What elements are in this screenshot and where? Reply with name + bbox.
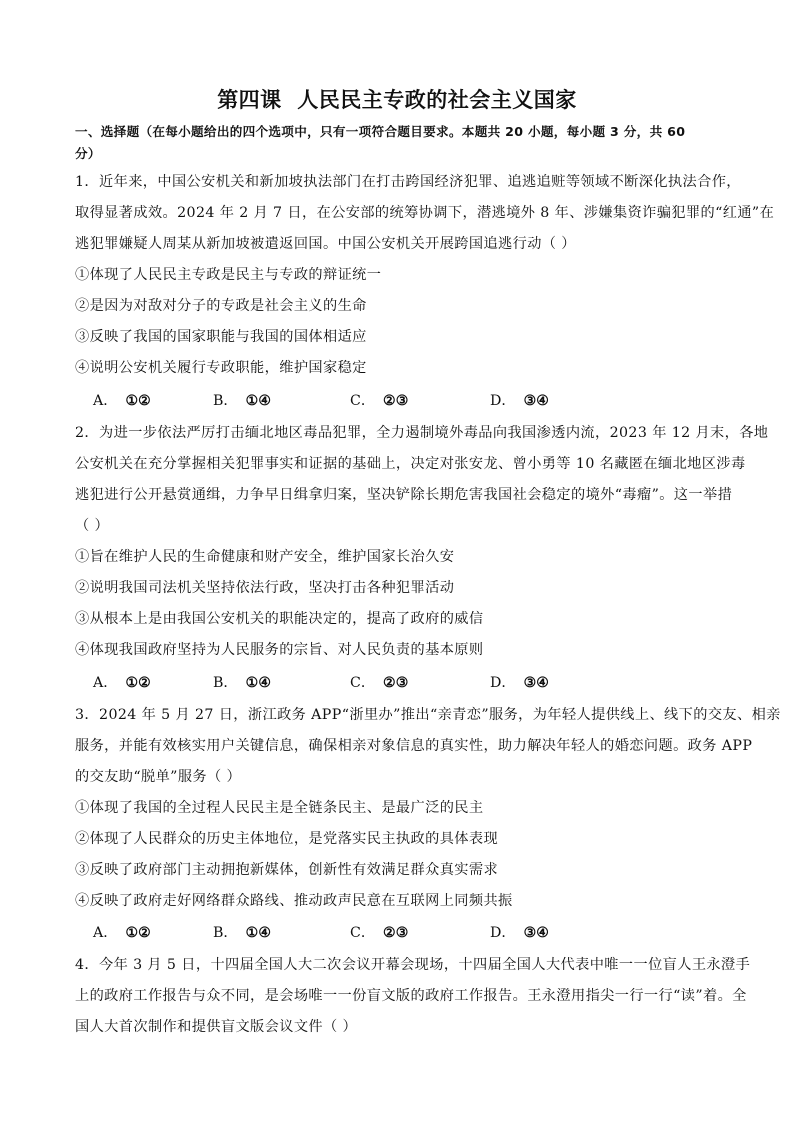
option-d[interactable]: D． ③④ xyxy=(490,925,550,941)
option-b[interactable]: B． ①④ xyxy=(213,393,272,409)
option-a[interactable]: A． ①② xyxy=(93,925,151,941)
question-4-stem-line: 4．今年 3 月 5 日，十四届全国人大二次会议开幕会现场，十四届全国人大代表中唯一一位盲人王永澄手 xyxy=(75,957,751,973)
option-c[interactable]: C． ②③ xyxy=(350,925,409,941)
question-4-stem-line: 上的政府工作报告与众不同，是会场唯一一份盲文版的政府工作报告。王永澄用指尖一行一行“读”着。全 xyxy=(75,988,747,1004)
question-4-stem-line: 国人大首次制作和提供盲文版会议文件（ ） xyxy=(75,1019,358,1035)
question-3-statement: ③反映了政府部门主动拥抱新媒体，创新性有效满足群众真实需求 xyxy=(75,862,499,878)
option-a[interactable]: A． ①② xyxy=(93,393,151,409)
option-c[interactable]: C． ②③ xyxy=(350,393,409,409)
question-2-stem-line: 公安机关在充分掌握相关犯罪事实和证据的基础上，决定对张安龙、曾小勇等 10 名藏匿在缅北地区涉毒 xyxy=(75,456,746,472)
section-header xyxy=(75,119,725,167)
option-a[interactable]: A． ①② xyxy=(93,675,151,691)
option-d[interactable]: D． ③④ xyxy=(490,675,550,691)
question-2-stem-line: 逃犯进行公开悬赏通缉，力争早日缉拿归案，坚决铲除长期危害我国社会稳定的境外“毒瘤”。这一举措 xyxy=(75,487,733,503)
question-3-stem-line: 的交友助“脱单”服务（ ） xyxy=(75,769,242,785)
question-3-stem-line: 3．2024 年 5 月 27 日，浙江政务 APP“浙里办”推出“亲青恋”服务，为年轻人提供线上、线下的交友、相亲 xyxy=(75,707,781,723)
option-b[interactable]: B． ①④ xyxy=(213,675,272,691)
question-1-statement: ③反映了我国的国家职能与我国的国体相适应 xyxy=(75,329,367,345)
question-2-statement: ④体现我国政府坚持为人民服务的宗旨、对人民负责的基本原则 xyxy=(75,642,484,658)
question-1-stem-line: 逃犯罪嫌疑人周某从新加坡被遣返回国。中国公安机关开展跨国追逃行动（ ） xyxy=(75,236,576,252)
option-d[interactable]: D． ③④ xyxy=(490,393,550,409)
section-header-line: 分） xyxy=(75,146,101,161)
question-2-statement: ③从根本上是由我国公安机关的职能决定的，提高了政府的威信 xyxy=(75,611,484,627)
section-header-line: 一、选择题（在每小题给出的四个选项中，只有一项符合题目要求。本题共 20 小题，每小题 3 分，共 60 xyxy=(75,124,686,139)
question-2-stem-line: 2．为进一步依法严厉打击缅北地区毒品犯罪，全力遏制境外毒品向我国渗透内流，2023 年 12 月末，各地 xyxy=(75,425,769,441)
option-c[interactable]: C． ②③ xyxy=(350,675,409,691)
question-3-statement: ①体现了我国的全过程人民民主是全链条民主、是最广泛的民主 xyxy=(75,800,484,816)
question-2-statement: ①旨在维护人民的生命健康和财产安全，维护国家长治久安 xyxy=(75,549,455,565)
option-b[interactable]: B． ①④ xyxy=(213,925,272,941)
question-3-statement: ④反映了政府走好网络群众路线、推动政声民意在互联网上同频共振 xyxy=(75,893,513,909)
page-title: 第四课 人民民主专政的社会主义国家 xyxy=(217,88,577,112)
question-1-stem-line: 1．近年来，中国公安机关和新加坡执法部门在打击跨国经济犯罪、追逃追赃等领域不断深化执法合作， xyxy=(75,174,741,190)
question-3-stem-line: 服务，并能有效核实用户关键信息，确保相亲对象信息的真实性，助力解决年轻人的婚恋问题。政务 APP xyxy=(75,738,753,754)
question-1-statement: ④说明公安机关履行专政职能，维护国家稳定 xyxy=(75,360,367,376)
question-2-stem-line: （ ） xyxy=(75,518,110,534)
question-2-statement: ②说明我国司法机关坚持依法行政，坚决打击各种犯罪活动 xyxy=(75,580,455,596)
question-3-statement: ②体现了人民群众的历史主体地位，是党落实民主执政的具体表现 xyxy=(75,831,499,847)
question-1-stem-line: 取得显著成效。2024 年 2 月 7 日，在公安部的统筹协调下，潜逃境外 8 年、涉嫌集资诈骗犯罪的“红通”在 xyxy=(75,205,775,221)
question-1-statement: ①体现了人民民主专政是民主与专政的辩证统一 xyxy=(75,267,382,283)
question-1-statement: ②是因为对敌对分子的专政是社会主义的生命 xyxy=(75,298,367,314)
